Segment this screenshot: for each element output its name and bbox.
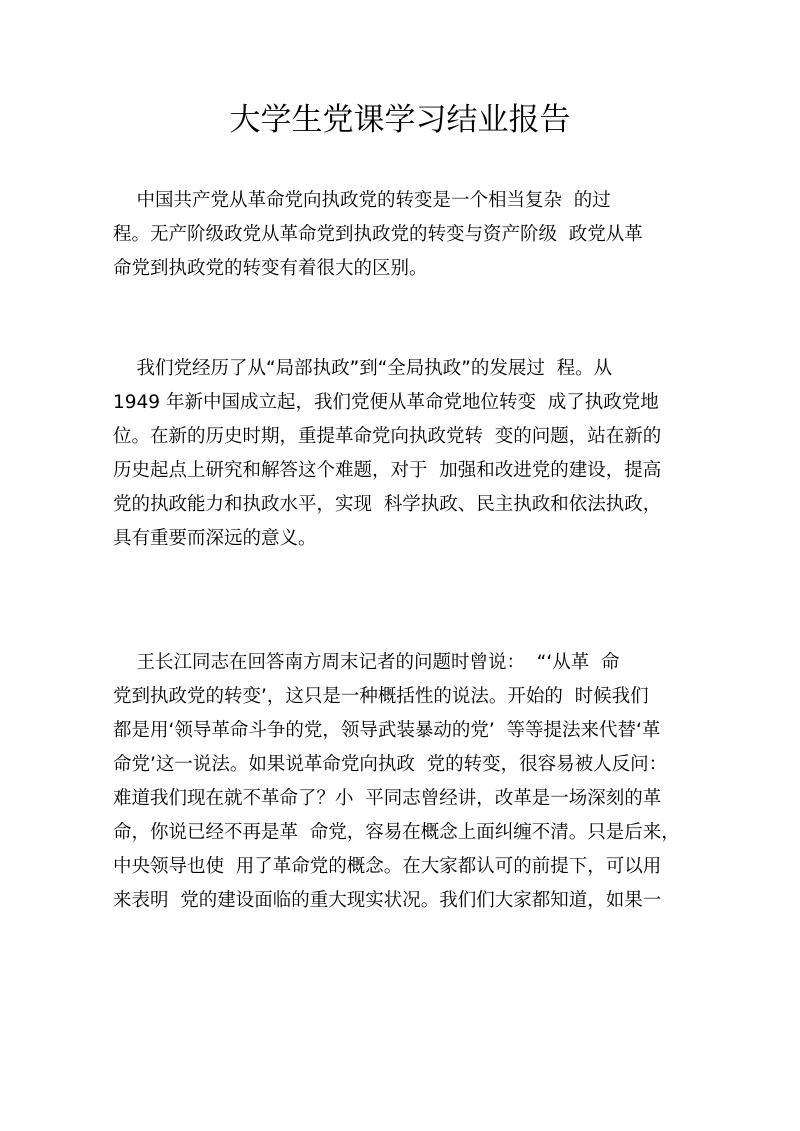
- paragraph-line: 难道我们现在就不革命了？小 平同志曾经讲，改革是一场深刻的革: [113, 788, 662, 809]
- paragraph-line: 位。在新的历史时期，重提革命党向执政党转 变的问题，站在新的: [113, 426, 662, 447]
- paragraph-line: 命党到执政党的转变有着很大的区别。: [113, 258, 428, 279]
- paragraph-line: 命，你说已经不再是革 命党，容易在概念上面纠缠不清。只是后来，: [113, 822, 680, 843]
- paragraph-1: [113, 184, 693, 286]
- paragraph-line: 具有重要而深远的意义。: [113, 528, 317, 549]
- paragraph-line: 历史起点上研究和解答这个难题，对于 加强和改进党的建设，提高: [113, 460, 662, 481]
- paragraph-line: 都是用‘领导革命斗争的党，领导武装暴动的党’ 等等提法来代替‘革: [113, 720, 661, 741]
- paragraph-line: 党的执政能力和执政水平，实现 科学执政、民主执政和依法执政，: [113, 494, 662, 515]
- paragraph-line: 王长江同志在回答南方周末记者的问题时曾说： “‘从革 命: [113, 652, 620, 673]
- paragraph-line: 来表明 党的建设面临的重大现实状况。我们们大家都知道，如果一: [113, 890, 662, 911]
- paragraph-3: [113, 646, 693, 918]
- paragraph-line: 中央领导也使 用了革命党的概念。在大家都认可的前提下，可以用: [113, 856, 662, 877]
- paragraph-line: 程。无产阶级政党从革命党到执政党的转变与资产阶级 政党从革: [113, 224, 643, 245]
- paragraph-line: 中国共产党从革命党向执政党的转变是一个相当复杂 的过: [113, 190, 611, 211]
- paragraph-line: 命党’这一说法。如果说革命党向执政 党的转变，很容易被人反问：: [113, 754, 668, 775]
- paragraph-line: 党到执政党的转变’，这只是一种概括性的说法。开始的 时候我们: [113, 686, 649, 707]
- paragraph-line: 1949 年新中国成立起，我们党便从革命党地位转变 成了执政党地: [113, 392, 659, 413]
- paragraph-line: 我们党经历了从“局部执政”到“全局执政”的发展过 程。从: [113, 358, 613, 379]
- paragraph-2: [113, 352, 693, 556]
- document-title: 大学生党课学习结业报告: [229, 102, 571, 138]
